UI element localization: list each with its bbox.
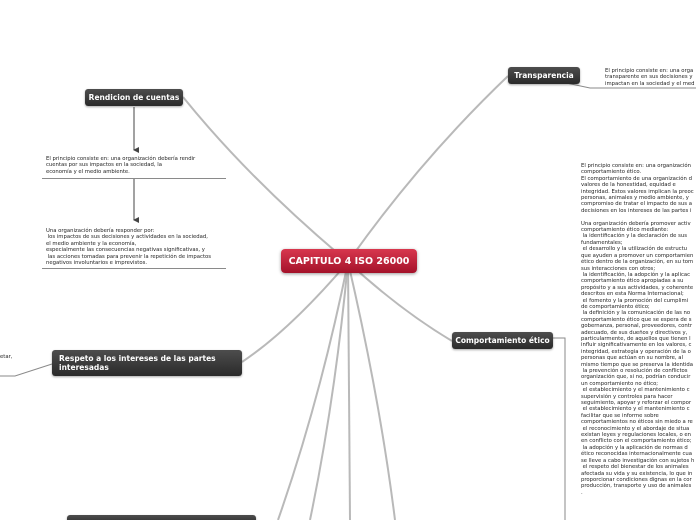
connector-transparencia bbox=[348, 76, 508, 262]
note-transparencia-principio: El principio consiste en: una orga transparente en sus decisiones y impactan en la sociedad y el med bbox=[605, 68, 695, 87]
connector-respeto-note bbox=[0, 364, 52, 376]
connector-bottom-4 bbox=[348, 262, 395, 520]
connector-comportamiento-note bbox=[553, 338, 565, 520]
note-rendicion-principio: El principio consiste en: una organización debería rendir cuentas por sus impactos en la sociedad, la economía y el medio ambiente. bbox=[46, 156, 196, 175]
connector-respeto bbox=[242, 262, 348, 362]
note-underline bbox=[42, 178, 226, 179]
connector-bottom-2 bbox=[310, 262, 348, 520]
central-topic[interactable] bbox=[281, 249, 417, 273]
note-comportamiento-etico: El principio consiste en: una organización comportamiento ético. El comportamiento de una organización d valores de la honestidad, equidad e integridad. Estos valores implican la preoc personas, animales y medio ambiente, y compromiso de tratar el impacto de sus a decisiones en los intereses de las partes i Una organización debería promover activ comportamiento ético mediante: la identificación y la declaración de sus fundamentales; el desarrollo y la utilización de estructu que ayuden a promover un comportamien ético dentro de la organización, en su tom sus interacciones con otros; la identificación, la adopción y la aplicac comportamiento ético apropiadas a su propósito y a sus actividades, y coherente descritos en esta Norma Internacional; el fomento y la promoción del cumplimi de comportamiento ético; la definición y la comunicación de las no comportamiento ético que se espera de s gobernanza, personal, proveedores, contr adecuado, de sus dueños y directivos y, particularmente, de aquellos que tienen l influir significativamente en los valores, c integridad, estrategia y operación de la o personas que actúan en su nombre, al mismo tiempo que se preserva la identida la prevención o resolución de conflictos organización que, si no, podrían conducir un comportamiento no ético; el establecimiento y el mantenimiento c supervisión y controles para hacer seguimiento, apoyar y reforzar el compor el establecimiento y el mantenimiento c facilitar que se informe sobre comportamientos no éticos sin miedo a re el reconocimiento y el abordaje de situa existan leyes y regulaciones locales, o en en conflicto con el comportamiento ético; la adopción y la aplicación de normas d ético reconocidas internacionalmente cua se lleve a cabo investigación con sujetos h el respeto del bienestar de los animales afectada su vida y su existencia, lo que in proporcionar condiciones dignas en la cor producción, transporte y uso de animales . bbox=[581, 163, 695, 496]
note-respeto-fragment: etar, bbox=[0, 354, 13, 360]
topic-rendicion-de-cuentas[interactable] bbox=[85, 89, 183, 106]
topic-label: Rendicion de cuentas bbox=[88, 93, 180, 102]
connector-bottom-3 bbox=[348, 262, 350, 520]
topic-label: Transparencia bbox=[514, 71, 574, 80]
topic-label: Respeto a los intereses de las partes interesadas bbox=[59, 354, 216, 372]
note-underline bbox=[42, 268, 226, 269]
topic-respeto-partes-interesadas[interactable] bbox=[52, 350, 242, 376]
topic-label: Comportamiento ético bbox=[455, 336, 550, 345]
topic-comportamiento-etico[interactable] bbox=[452, 332, 553, 349]
central-topic-label: CAPITULO 4 ISO 26000 bbox=[288, 255, 410, 267]
note-rendicion-responder: Una organización debería responder por: los impactos de sus decisiones y actividades en la sociedad, el medio ambiente y la economía, especialmente las consecuencias negativas significativas, y las acciones tomadas para prevenir la repetición de impactos negativos involuntarios e imprevistos. bbox=[46, 228, 212, 267]
topic-transparencia[interactable] bbox=[508, 67, 580, 84]
topic-partially-visible[interactable] bbox=[67, 515, 256, 520]
